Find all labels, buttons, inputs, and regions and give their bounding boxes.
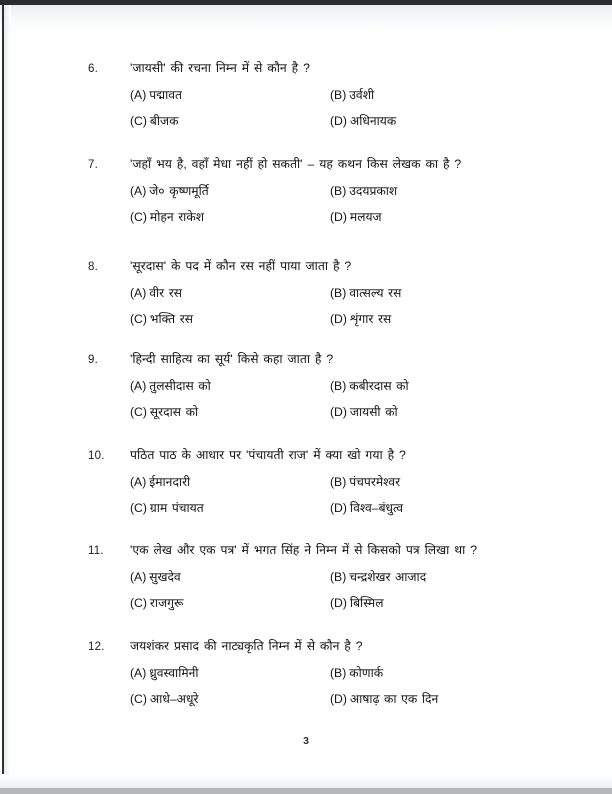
option-c[interactable] [130, 690, 330, 707]
option-text: तुलसीदास को [149, 378, 211, 393]
option-text: कबीरदास को [349, 378, 409, 393]
option-c[interactable] [130, 403, 330, 420]
option-text: कोणार्क [349, 665, 384, 680]
page-number: 3 [303, 735, 309, 747]
option-label: (A) [130, 285, 147, 300]
option-text: वीर रस [149, 285, 182, 300]
option-c[interactable] [130, 499, 330, 516]
option-a[interactable] [130, 86, 330, 103]
option-text: शृंगार रस [349, 311, 392, 326]
option-text: जायसी को [349, 404, 398, 419]
option-row [130, 594, 558, 611]
option-row [130, 310, 558, 327]
option-text: राजगुरू [149, 595, 184, 610]
option-list [130, 568, 558, 611]
question-number: 10. [88, 450, 105, 462]
option-b[interactable] [330, 284, 558, 301]
option-label: (B) [330, 665, 347, 680]
option-label: (B) [330, 87, 347, 102]
option-text: मलयज [349, 209, 382, 224]
option-text: पद्मावत [149, 87, 182, 102]
question-block [88, 60, 558, 129]
option-text: बीजक [149, 113, 179, 128]
option-label: (A) [130, 183, 147, 198]
option-label: (D) [330, 311, 347, 326]
option-label: (A) [130, 474, 147, 489]
question-heading [88, 351, 558, 368]
option-list [130, 182, 558, 225]
option-label: (B) [330, 285, 347, 300]
option-a[interactable] [130, 182, 330, 199]
question-heading [88, 447, 558, 464]
question-text: जयशंकर प्रसाद की नाट्यकृति निम्न में से कौन है ? [130, 639, 363, 653]
option-text: बिस्मिल [349, 595, 384, 610]
option-b[interactable] [330, 473, 558, 490]
question-number: 12. [88, 641, 105, 653]
option-text: भक्ति रस [149, 311, 193, 326]
option-text: विश्व–बंधुत्व [349, 500, 404, 515]
question-text: 'जहाँ भय है, वहाँ मेधा नहीं हो सकती' – यह कथन किस लेखक का है ? [130, 157, 462, 171]
option-label: (C) [130, 595, 147, 610]
option-b[interactable] [330, 568, 558, 585]
option-list [130, 377, 558, 420]
option-label: (B) [330, 378, 347, 393]
option-row [130, 568, 558, 585]
question-number: 6. [88, 63, 98, 75]
option-text: ग्राम पंचायत [149, 500, 204, 515]
option-a[interactable] [130, 284, 330, 301]
option-a[interactable] [130, 377, 330, 394]
option-label: (C) [130, 113, 147, 128]
option-d[interactable] [330, 499, 558, 516]
option-text: जे० कृष्णमूर्ति [149, 183, 209, 198]
option-text: सुखदेव [149, 569, 181, 584]
option-d[interactable] [330, 310, 558, 327]
option-text: अधिनायक [349, 113, 397, 128]
option-label: (C) [130, 691, 147, 706]
option-label: (D) [330, 113, 347, 128]
question-text: पठित पाठ के आधार पर 'पंचायती राज' में क्या खो गया है ? [130, 448, 406, 462]
question-block [88, 156, 558, 225]
option-text: ध्रुवस्वामिनी [149, 665, 199, 680]
option-label: (C) [130, 311, 147, 326]
question-number: 7. [88, 159, 98, 171]
option-label: (A) [130, 569, 147, 584]
option-b[interactable] [330, 86, 558, 103]
option-d[interactable] [330, 594, 558, 611]
option-d[interactable] [330, 403, 558, 420]
option-text: पंचपरमेश्वर [349, 474, 401, 489]
option-c[interactable] [130, 310, 330, 327]
option-text: ईमानदारी [149, 474, 191, 489]
option-row [130, 377, 558, 394]
question-heading [88, 542, 558, 559]
option-b[interactable] [330, 377, 558, 394]
option-d[interactable] [330, 690, 558, 707]
question-block [88, 542, 558, 611]
question-number: 8. [88, 261, 98, 273]
option-row [130, 284, 558, 301]
option-b[interactable] [330, 182, 558, 199]
option-label: (B) [330, 569, 347, 584]
option-row [130, 499, 558, 516]
option-label: (D) [330, 500, 347, 515]
option-text: वात्सल्य रस [349, 285, 402, 300]
option-list [130, 86, 558, 129]
option-row [130, 690, 558, 707]
option-row [130, 473, 558, 490]
option-label: (D) [330, 209, 347, 224]
option-label: (A) [130, 87, 147, 102]
question-heading [88, 156, 558, 173]
option-label: (D) [330, 595, 347, 610]
question-heading [88, 258, 558, 275]
question-number: 9. [88, 354, 98, 366]
option-label: (C) [130, 500, 147, 515]
option-list [130, 284, 558, 327]
option-row [130, 86, 558, 103]
question-block [88, 447, 558, 516]
option-row [130, 112, 558, 129]
option-label: (D) [330, 404, 347, 419]
option-label: (A) [130, 665, 147, 680]
option-d[interactable] [330, 112, 558, 129]
option-text: मोहन राकेश [149, 209, 204, 224]
question-block [88, 638, 558, 707]
option-b[interactable] [330, 664, 558, 681]
option-d[interactable] [330, 208, 558, 225]
question-block [88, 258, 558, 327]
question-heading [88, 638, 558, 655]
option-label: (B) [330, 474, 347, 489]
option-c[interactable] [130, 208, 330, 225]
option-a[interactable] [130, 664, 330, 681]
question-text: 'जायसी' की रचना निम्न में से कौन है ? [130, 61, 310, 75]
question-text: 'सूरदास' के पद में कौन रस नहीं पाया जाता है ? [130, 259, 352, 273]
option-label: (C) [130, 209, 147, 224]
question-text: 'हिन्दी साहित्य का सूर्य' किसे कहा जाता है ? [130, 352, 334, 366]
option-list [130, 664, 558, 707]
option-a[interactable] [130, 568, 330, 585]
option-text: आधे–अधूरे [149, 691, 199, 706]
option-text: चन्द्रशेखर आजाद [349, 569, 427, 584]
option-text: आषाढ़ का एक दिन [349, 691, 439, 706]
option-c[interactable] [130, 112, 330, 129]
question-block [88, 351, 558, 420]
question-heading [88, 60, 558, 77]
option-label: (A) [130, 378, 147, 393]
option-c[interactable] [130, 594, 330, 611]
question-text: 'एक लेख और एक पत्र' में भगत सिंह ने निम्न में से किसको पत्र लिखा था ? [130, 543, 478, 557]
option-a[interactable] [130, 473, 330, 490]
option-label: (D) [330, 691, 347, 706]
option-row [130, 182, 558, 199]
option-row [130, 403, 558, 420]
option-text: सूरदास को [149, 404, 199, 419]
option-label: (B) [330, 183, 347, 198]
question-number: 11. [88, 545, 104, 557]
option-row [130, 208, 558, 225]
option-label: (C) [130, 404, 147, 419]
option-row [130, 664, 558, 681]
option-text: उर्वशी [349, 87, 375, 102]
option-list [130, 473, 558, 516]
option-text: उदयप्रकाश [349, 183, 398, 198]
